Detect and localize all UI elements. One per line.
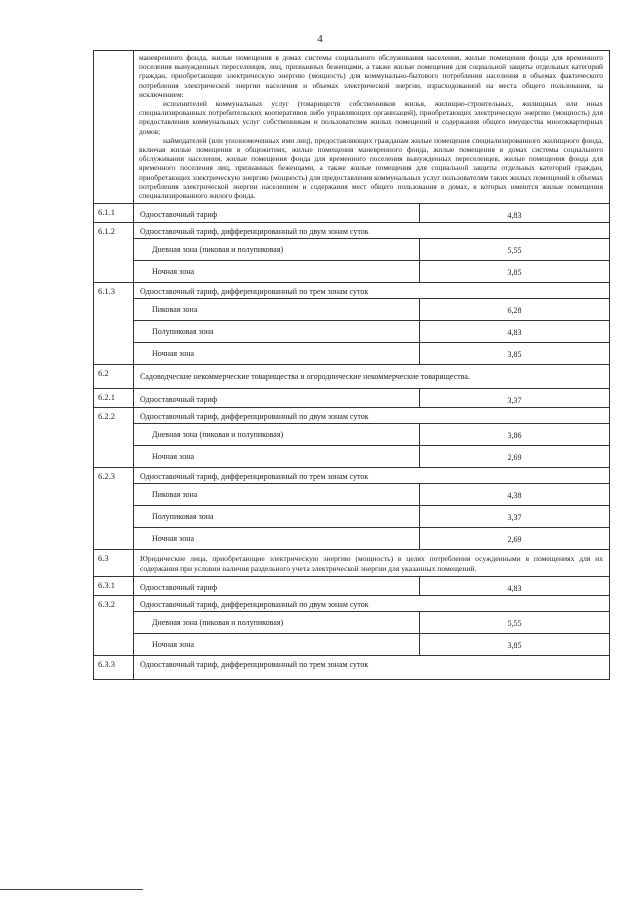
tariff-value: 4,38 [420,484,610,506]
tariff-value: 4,83 [420,204,610,223]
table-row [94,506,610,528]
tariff-header: Одноставочный тариф, дифференцированный по двум зонам суток [134,223,610,239]
row-number: 6.3.1 [94,577,134,596]
row-number: 6.2.2 [94,408,134,468]
tariff-value: 5,55 [420,612,610,634]
zone-label: Пиковая зона [134,484,420,506]
table-row [94,577,610,596]
row-number [94,51,134,204]
tariff-header: Одноставочный тариф, дифференцированный по трем зонам суток [134,283,610,299]
row-number: 6.2.1 [94,389,134,408]
tariff-value: 3,85 [420,261,610,283]
tariff-header: Одноставочный тариф, дифференцированный по трем зонам суток [134,656,610,680]
zone-label: Пиковая зона [134,299,420,321]
table-row [94,656,610,680]
tariff-value: 2,69 [420,528,610,550]
footnote-rule [0,889,143,890]
table-row [94,389,610,408]
row-number: 6.3.3 [94,656,134,680]
page-number: 4 [317,33,323,45]
table-row [94,484,610,506]
zone-label: Дневная зона (пиковая и полупиковая) [134,612,420,634]
tariff-label: Одноставочный тариф [134,577,420,596]
table-row [94,365,610,389]
zone-label: Ночная зона [134,634,420,656]
zone-label: Дневная зона (пиковая и полупиковая) [134,424,420,446]
table-row [94,424,610,446]
row-number: 6.2.3 [94,468,134,550]
row-number: 6.1.1 [94,204,134,223]
tariff-value: 3,85 [420,343,610,365]
tariff-value: 6,28 [420,299,610,321]
category-title: Садоводческие некоммерческие товарищества и огороднические некоммерческие товарищества. [134,365,610,389]
intro-paragraph: наймодателей (или уполномоченных ими лиц), предоставляющих гражданам жилые помещения специализированного жилищного фонда, включая жилые помещения в общежитиях, жилые помещения маневренного фонда, жилые помещения в домах системы социального обслуживания населения, жилые помещения фонда для временного поселения вынужденных переселенцев, жилые помещения фонда для временного поселения лиц, признанных беженцами, а также жилые помещения для социальной защиты отдельных категорий граждан, приобретающих электрическую энергию (мощность) для предоставления коммунальных услуг пользователям таких жилых помещений в объемах потребления электрической энергии населением и содержания мест общего пользования в домах, в которых имеются жилые помещения специализированного жилого фонда. [139,135,604,201]
table-row [94,223,610,239]
table-row-intro [94,51,610,204]
zone-label: Ночная зона [134,261,420,283]
table-row [94,239,610,261]
table-row [94,321,610,343]
tariff-header: Одноставочный тариф, дифференцированный по трем зонам суток [134,468,610,484]
tariff-value: 3,85 [420,634,610,656]
tariff-table [93,50,610,680]
tariff-value: 3,37 [420,389,610,408]
table-row [94,528,610,550]
table-row [94,634,610,656]
table-row [94,299,610,321]
zone-label: Полупиковая зона [134,321,420,343]
row-number: 6.1.3 [94,283,134,365]
zone-label: Полупиковая зона [134,506,420,528]
table-row [94,612,610,634]
intro-paragraph: маневренного фонда, жилые помещения в домах системы социального обслуживания населения, жилые помещения фонда для временного поселения вынужденных переселенцев, лиц, признанных беженцами, а также жилые помещения для социальной защиты отдельных категорий граждан, приобретающие электрическую энергию (мощность) для коммунально-бытового потребления населения в объемах фактического потребления электрической энергии населения и объемах электрической энергии, израсходованной на места общего пользования, за исключением: [139,53,604,99]
table-row [94,261,610,283]
row-number: 6.1.2 [94,223,134,283]
tariff-value: 2,69 [420,446,610,468]
intro-text [134,51,610,204]
intro-paragraph: исполнителей коммунальных услуг (товариществ собственников жилья, жилищно-строительных, жилищных или иных специализированных потребительских кооперативов либо управляющих организаций), приобретающих электрическую энергию (мощность) для предоставления коммунальных услуг собственникам и пользователям жилых помещений и содержания общего имущества многоквартирных домов; [139,99,604,136]
category-title: Юридические лица, приобретающие электрическую энергию (мощность) в целях потребления осужденными в помещениях для их содержания при условии наличия раздельного учета электрической энергии для указанных помещений. [134,550,610,577]
table-row [94,204,610,223]
tariff-value: 3,37 [420,506,610,528]
row-number: 6.3 [94,550,134,577]
row-number: 6.3.2 [94,596,134,656]
zone-label: Ночная зона [134,528,420,550]
table-row [94,283,610,299]
tariff-value: 4,83 [420,321,610,343]
tariff-value: 5,55 [420,239,610,261]
zone-label: Ночная зона [134,343,420,365]
table-row [94,468,610,484]
tariff-label: Одноставочный тариф [134,204,420,223]
table-row [94,596,610,612]
table-row [94,550,610,577]
row-number: 6.2 [94,365,134,389]
table-row [94,408,610,424]
tariff-header: Одноставочный тариф, дифференцированный по двум зонам суток [134,408,610,424]
table-row [94,343,610,365]
tariff-header: Одноставочный тариф, дифференцированный по двум зонам суток [134,596,610,612]
tariff-value: 4,83 [420,577,610,596]
tariff-label: Одноставочный тариф [134,389,420,408]
zone-label: Ночная зона [134,446,420,468]
tariff-value: 3,86 [420,424,610,446]
zone-label: Дневная зона (пиковая и полупиковая) [134,239,420,261]
table-row [94,446,610,468]
